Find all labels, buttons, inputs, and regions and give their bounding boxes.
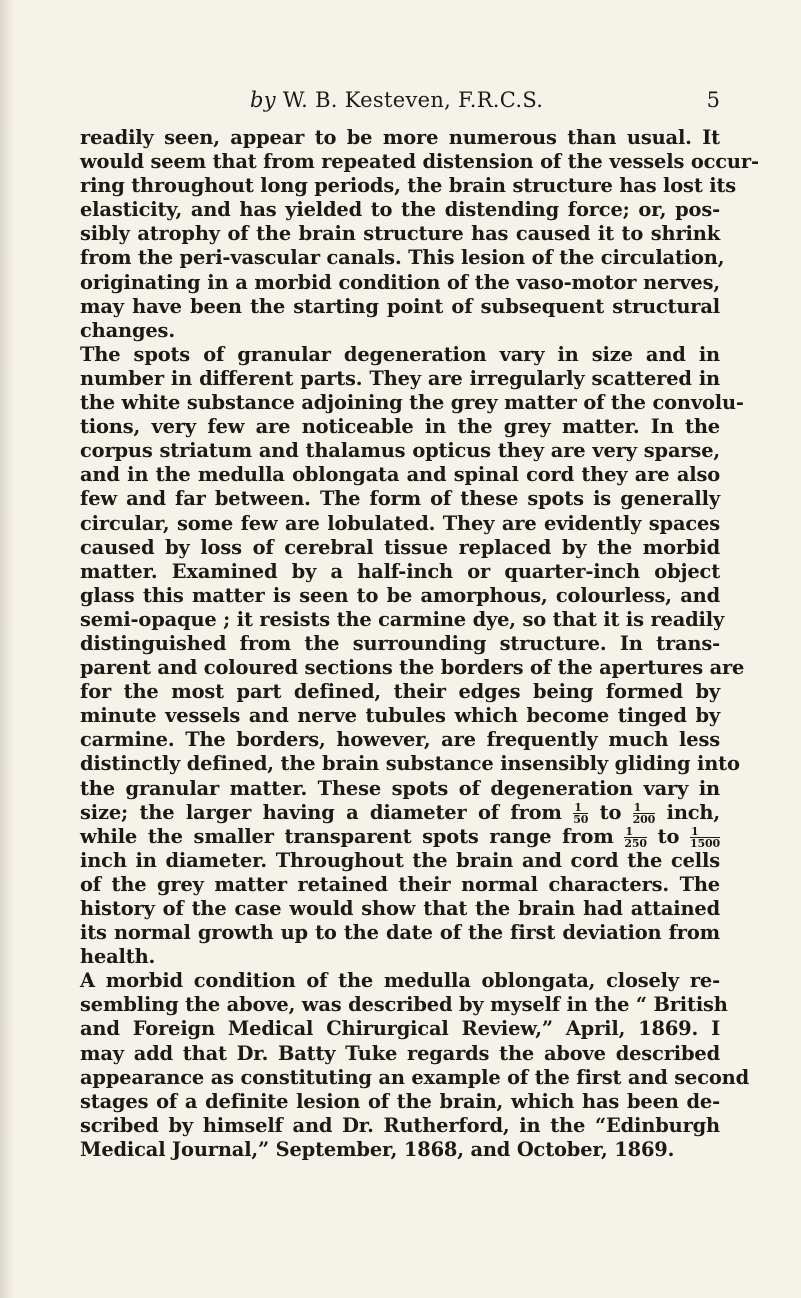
fraction-denominator: 1500	[690, 837, 721, 851]
text-line: parent and coloured sections the borders of the apertures are	[80, 656, 745, 680]
text-line: corpus striatum and thalamus opticus they are very sparse,	[80, 439, 720, 463]
text-line: scribed by himself and Dr. Rutherford, in the “Edinburgh	[80, 1113, 720, 1137]
text-line: caused by loss of cerebral tissue replaced by the morbid	[80, 535, 720, 559]
text-line-with-fractions	[80, 825, 720, 849]
text-line: ring throughout long periods, the brain structure has lost its	[80, 174, 737, 198]
text-line: its normal growth up to the date of the first deviation from	[80, 921, 720, 945]
running-head	[250, 88, 543, 112]
text-line-with-fractions	[80, 801, 720, 825]
text-line: history of the case would show that the brain had attained	[80, 897, 720, 920]
text-line: number in different parts. They are irregularly scattered in	[80, 366, 720, 390]
text-line: and Foreign Medical Chirurgical Review,” April, 1869. I	[80, 1017, 720, 1041]
text-line: few and far between. The form of these spots is generally	[80, 487, 720, 511]
binding-shadow	[0, 0, 14, 1298]
fraction-denominator: 50	[573, 813, 589, 827]
running-head-by: by	[250, 88, 276, 112]
fraction-numerator: 1	[690, 826, 720, 838]
text-line: minute vessels and nerve tubules which become tinged by	[80, 704, 720, 728]
text-line: stages of a definite lesion of the brain, which has been de-	[80, 1089, 720, 1113]
text-line: sembling the above, was described by myself in the “ British	[80, 993, 728, 1017]
text-line: elasticity, and has yielded to the distending force; or, pos-	[80, 198, 720, 222]
fraction	[624, 826, 647, 849]
text-line: for the most part defined, their edges being formed by	[80, 680, 720, 704]
fraction-numerator: 1	[573, 802, 588, 814]
text-line: and in the medulla oblongata and spinal cord they are also	[80, 463, 720, 487]
text-line: Medical Journal,” September, 1868, and October, 1869.	[80, 1137, 675, 1161]
text-line: of the grey matter retained their normal characters. The	[80, 872, 720, 896]
text-line: sibly atrophy of the brain structure has caused it to shrink	[80, 222, 720, 246]
fraction-line-text: inch,	[666, 800, 720, 824]
page-header	[80, 88, 720, 116]
text-line: inch in diameter. Throughout the brain and cord the cells	[80, 848, 720, 872]
text-line: readily seen, appear to be more numerous than usual. It	[80, 126, 720, 149]
text-line: from the peri-vascular canals. This lesion of the circulation,	[80, 246, 725, 270]
text-line: semi-opaque ; it resists the carmine dye, so that it is readily	[80, 607, 725, 631]
fraction-line-text: size; the larger having a diameter of from	[80, 800, 562, 824]
text-line: changes.	[80, 318, 175, 342]
fraction-line-text: to	[599, 800, 622, 824]
fraction	[690, 826, 720, 849]
text-line: glass this matter is seen to be amorphous, colourless, and	[80, 583, 720, 607]
text-line: health.	[80, 945, 156, 969]
text-line: distinctly defined, the brain substance insensibly gliding into	[80, 752, 740, 776]
fraction-numerator: 1	[624, 826, 647, 838]
fraction-denominator: 200	[632, 813, 656, 827]
text-line: may have been the starting point of subsequent structural	[80, 294, 720, 318]
page-number: 5	[706, 88, 720, 112]
fraction-denominator: 250	[624, 837, 647, 851]
fraction-line-text: to	[657, 824, 680, 848]
text-line: the white substance adjoining the grey matter of the convolu-	[80, 391, 744, 415]
running-head-author: W. B. Kesteven, F.R.C.S.	[282, 88, 544, 112]
text-line: carmine. The borders, however, are frequently much less	[80, 728, 720, 752]
text-line: may add that Dr. Batty Tuke regards the above described	[80, 1041, 720, 1065]
text-line: distinguished from the surrounding structure. In trans-	[80, 631, 720, 655]
body-text	[80, 126, 759, 1162]
fraction	[633, 802, 656, 825]
fraction	[573, 802, 588, 825]
text-line: tions, very few are noticeable in the grey matter. In the	[80, 415, 720, 439]
text-line: circular, some few are lobulated. They are evidently spaces	[80, 511, 720, 535]
text-line: originating in a morbid condition of the vaso-motor nerves,	[80, 270, 720, 294]
fraction-line-text: while the smaller transparent spots range from	[80, 824, 614, 848]
text-line: would seem that from repeated distension of the vessels occur-	[80, 150, 759, 174]
text-line: appearance as constituting an example of the first and second	[80, 1065, 750, 1089]
text-line: A morbid condition of the medulla oblongata, closely re-	[80, 969, 720, 993]
text-line: The spots of granular degeneration vary in size and in	[80, 342, 720, 366]
text-line: the granular matter. These spots of degeneration vary in	[80, 776, 720, 800]
text-line: matter. Examined by a half-inch or quarter-inch object	[80, 559, 720, 583]
fraction-numerator: 1	[633, 802, 656, 814]
